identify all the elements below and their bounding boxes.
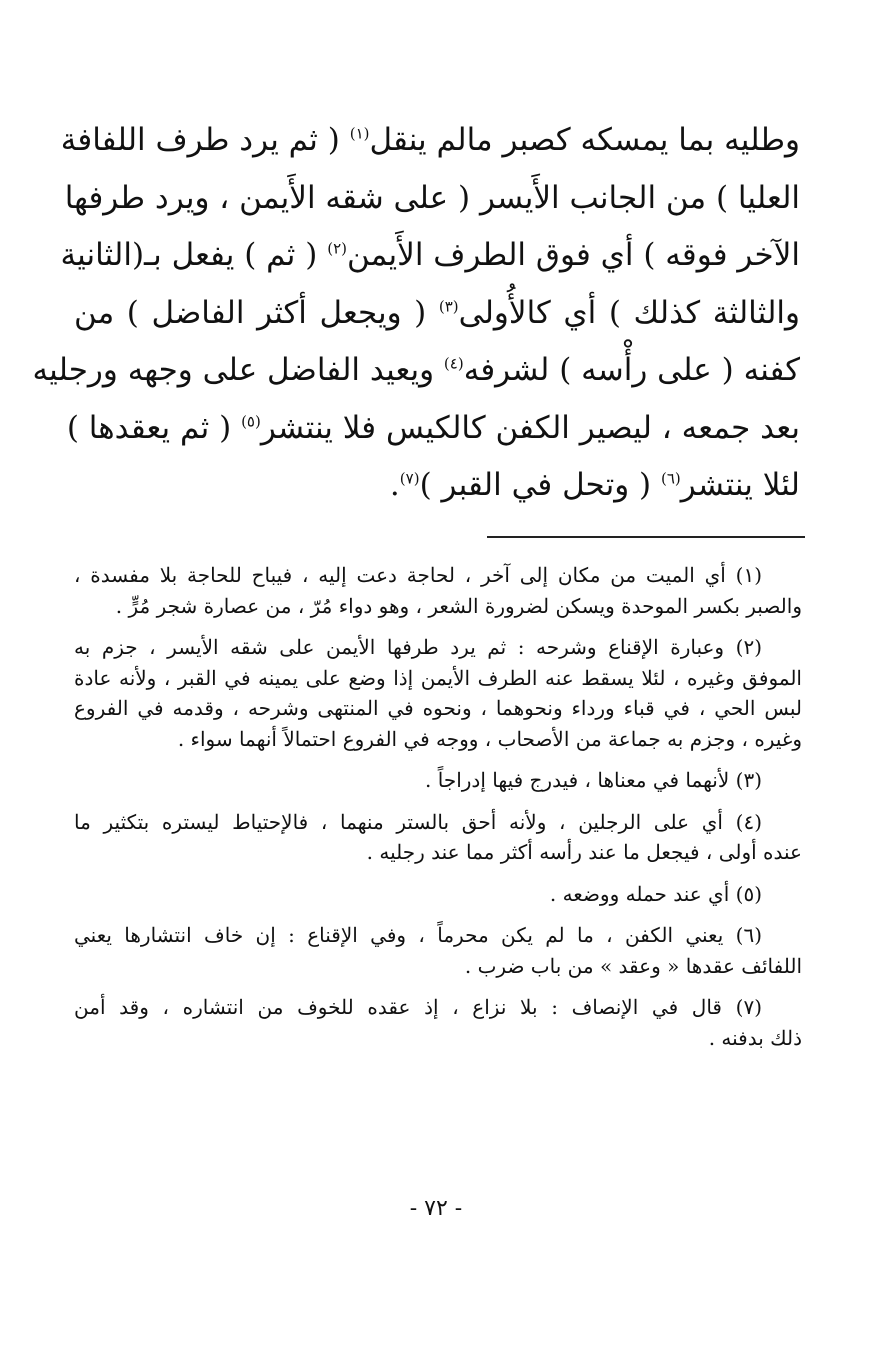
main-line: بعد جمعه ، ليصير الكفن كالكيس فلا ينتشر$^{(٥)}$ ( ثم يعقدها ) <box>66 409 800 446</box>
main-line: وطليه بما يمسكه كصبر مالم ينقل$^{(١)}$ ( ثم يرد طرف اللفافة <box>60 122 800 158</box>
main-line: العليا ) من الجانب الأَيسر ( على شقه الأَيمن ، ويرد طرفها <box>64 179 800 216</box>
footnote-line: وغيره ، وجزم به جماعة من الأصحاب ، ووجه في الفروع احتمالاً أنهما سواء . <box>177 726 802 751</box>
footnote-ref: (٦) <box>660 469 681 488</box>
footnote-line: (٦) يعني الكفن ، ما لم يكن محرماً ، وفي الإقناع : إن خاف انتشارها يعني <box>74 923 762 947</box>
main-line: لئلا ينتشر$^{(٦)}$ ( وتحل في القبر )$^{(٧)}$. <box>389 467 800 503</box>
footnote-3 <box>74 765 802 796</box>
footnote-line: عنده أولى ، فيجعل ما عند رأسه أكثر مما عند رجليه . <box>366 840 802 864</box>
main-line: الآخر فوقه ) أي فوق الطرف الأَيمن$^{(٢)}$ ( ثم ) يفعل بـ(الثانية <box>60 237 800 273</box>
footnote-ref: (٣) <box>438 297 459 316</box>
footnote-ref: (٤) <box>443 354 464 373</box>
footnote-ref: (٧) <box>399 469 420 488</box>
footnote-line: (٥) أي عند حمله ووضعه . <box>549 881 762 906</box>
main-text-block <box>32 112 801 515</box>
footnote-6 <box>74 920 802 981</box>
footnote-separator <box>487 536 805 538</box>
page-number: - ٧٢ - <box>409 1196 463 1221</box>
footnote-line: لبس الحي ، في قباء ورداء ونحوهما ، ونحوه في المنتهى وشرحه ، وقدمه في الفروع <box>74 696 802 720</box>
footnote-line: (٧) قال في الإنصاف : بلا نزاع ، إذ عقده للخوف من انتشاره ، وقد أمن <box>74 995 763 1019</box>
footnote-ref: (٥) <box>241 412 261 431</box>
footnote-line: (٣) لأنهما في معناها ، فيدرج فيها إدراجاً . <box>425 768 762 792</box>
footnote-ref: (٢) <box>327 239 348 258</box>
footnote-7 <box>74 992 802 1053</box>
footnote-line: اللفائف عقدها « وعقد » من باب ضرب . <box>464 953 802 978</box>
footnote-line: والصبر بكسر الموحدة ويسكن لضرورة الشعر ، وهو دواء مُرّ ، من عصارة شجر مُرٍّ . <box>115 593 802 618</box>
main-line: كفنه ( على رأْسه ) لشرفه$^{(٤)}$ ويعيد الفاضل على وجهه ورجليه <box>32 352 800 388</box>
footnote-line: ذلك بدفنه . <box>708 1025 802 1050</box>
footnote-line: (٢) وعبارة الإقناع وشرحه : ثم يرد طرفها الأيمن على شقه الأيسر ، جزم به <box>74 635 762 659</box>
footnote-5 <box>74 879 802 910</box>
footnote-2 <box>74 632 802 754</box>
footnote-1 <box>74 560 802 621</box>
main-line: والثالثة كذلك ) أي كالأُولى$^{(٣)}$ ( ويجعل أكثر الفاضل ) من <box>74 294 801 331</box>
footnote-line: (١) أي الميت من مكان إلى آخر ، لحاجة دعت إليه ، فيباح للحاجة بلا مفسدة ، <box>74 563 762 587</box>
footnotes-block <box>74 560 802 1064</box>
footnote-4 <box>74 807 802 868</box>
footnote-ref: (١) <box>349 124 370 143</box>
footnote-line: (٤) أي على الرجلين ، ولأنه أحق بالستر منهما ، فالإحتياط ليستره بتكثير ما <box>74 809 762 834</box>
footnote-line: الموفق وغيره ، لئلا يسقط عنه الطرف الأيمن إذا وضع على يمينه في القبر ، ولأنه عادة <box>74 665 802 690</box>
